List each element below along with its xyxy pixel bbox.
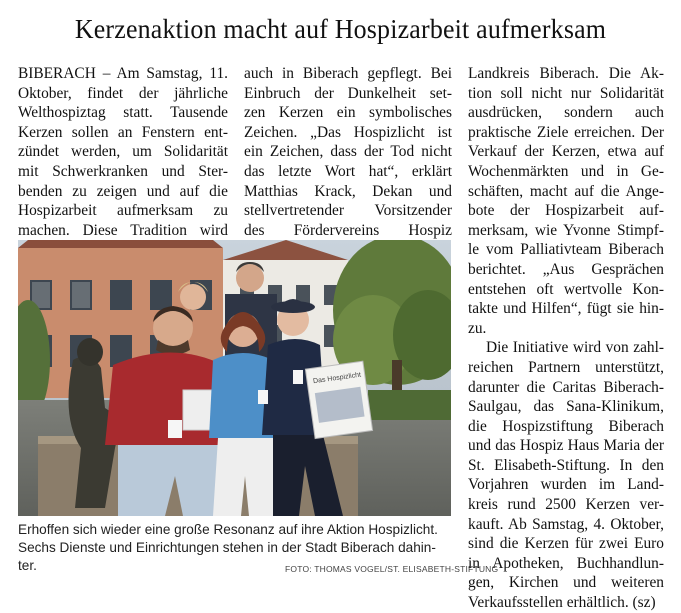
text-line: merksam, wie Yvonne Stimpf- <box>468 221 664 239</box>
text-line: machen. Diese Tradition wird <box>18 221 228 239</box>
text-line: das letzte Wort hat“, erklärt <box>244 162 452 180</box>
text-line: Einbruch der Dunkelheit set- <box>244 84 452 102</box>
text-line: darunter die Caritas Biberach- <box>468 378 664 396</box>
headline: Kerzenaktion macht auf Hospizarbeit aufmerksam <box>74 14 607 44</box>
text-line: berichtet. „Aus Gesprächen <box>468 260 664 278</box>
text-line: in Apotheken, Buchhandlun- <box>468 554 664 572</box>
text-line: benden zu zeigen und auf die <box>18 182 228 200</box>
text-line: des Fördervereins Hospiz <box>244 221 452 239</box>
photo-illustration <box>18 240 451 516</box>
text-line: kreis rund 2500 Kerzen ver- <box>468 496 664 514</box>
text-line: mit Schwerkranken und Ster- <box>18 162 228 180</box>
text-line: takte und Hilfen“, fügt sie hin- <box>468 300 664 318</box>
text-line: tion soll nicht nur Solidarität <box>468 84 664 102</box>
text-line: zündet werden, um Solidarität <box>18 143 228 161</box>
text-line: Welthospiztag statt. Tausende <box>18 104 228 122</box>
text-line: stellvertretender Vorsitzender <box>244 202 452 220</box>
caption-line: Erhoffen sich wieder eine große Resonanz auf ihre Aktion Hospizlicht. <box>18 522 438 537</box>
text-line: Oktober, findet der jährliche <box>18 84 228 102</box>
text-line: gen, Kirchen und weiteren <box>468 574 664 592</box>
text-line: St. Elisabeth-Stiftung. In den <box>468 456 664 474</box>
text-line: kauft. Ab Samstag, 4. Oktober, <box>468 515 664 533</box>
text-line: sind die Kerzen für zwei Euro <box>468 535 664 553</box>
article-column-2 <box>244 64 452 240</box>
article-column-3 <box>468 64 664 613</box>
text-line: Kerzen sollen an Fenstern ent- <box>18 123 228 141</box>
text-line: bote der Hospizarbeit auf- <box>468 202 664 220</box>
paragraph <box>468 64 664 338</box>
text-line: und das Hospiz Haus Maria der <box>468 437 664 455</box>
text-line: entstehen oft wertvolle Kon- <box>468 280 664 298</box>
text-line: Saulgau, das Sana-Klinikum, <box>468 398 664 416</box>
text-line: zen Kerzen ein symbolisches <box>244 104 452 122</box>
text-line: Wochenmärkten und in Ge- <box>468 162 664 180</box>
text-line: le vom Palliativteam Biberach <box>468 241 664 259</box>
text-line: Vorjahren wurden im Land- <box>468 476 664 494</box>
paragraph <box>18 64 228 240</box>
photo-credit: FOTO: THOMAS VOGEL/ST. ELISABETH-STIFTUNG <box>285 564 499 574</box>
text-line: Verkauf der Kerzen, etwa auf <box>468 143 664 161</box>
text-line: schäften, macht auf die Ange- <box>468 182 664 200</box>
text-line: Landkreis Biberach. Die Ak- <box>468 65 664 82</box>
text-line: auch in Biberach gepflegt. Bei <box>244 65 452 82</box>
poster-title: Das Hospizlicht <box>312 371 362 386</box>
text-line: die Hospizstiftung Biberach <box>468 417 664 435</box>
text-line: Matthias Krack, Dekan und <box>244 182 452 200</box>
article-column-1 <box>18 64 228 240</box>
caption-line: ter. <box>18 558 37 573</box>
text-line: zu. <box>468 319 487 337</box>
text-line: BIBERACH – Am Samstag, 11. <box>18 65 228 82</box>
text-line: praktische Ziele erreichen. Der <box>468 123 664 141</box>
paragraph <box>244 64 452 240</box>
text-line: ein Zeichen, dass der Tod nicht <box>244 143 452 161</box>
text-line: Hospizarbeit aufmerksam zu <box>18 202 228 220</box>
text-line: Verkaufsstellen erhältlich. (sz) <box>468 594 656 612</box>
text-line: reichen Partnern unterstützt, <box>468 358 664 376</box>
text-line: Die Initiative wird von zahl- <box>486 339 664 357</box>
caption-line: Sechs Dienste und Einrichtungen stehen in der Stadt Biberach dahin- <box>18 540 436 555</box>
article-photo <box>18 240 451 516</box>
text-line: Zeichen. „Das Hospizlicht ist <box>244 123 452 141</box>
text-line: ausdrücken, sondern auch <box>468 104 664 122</box>
